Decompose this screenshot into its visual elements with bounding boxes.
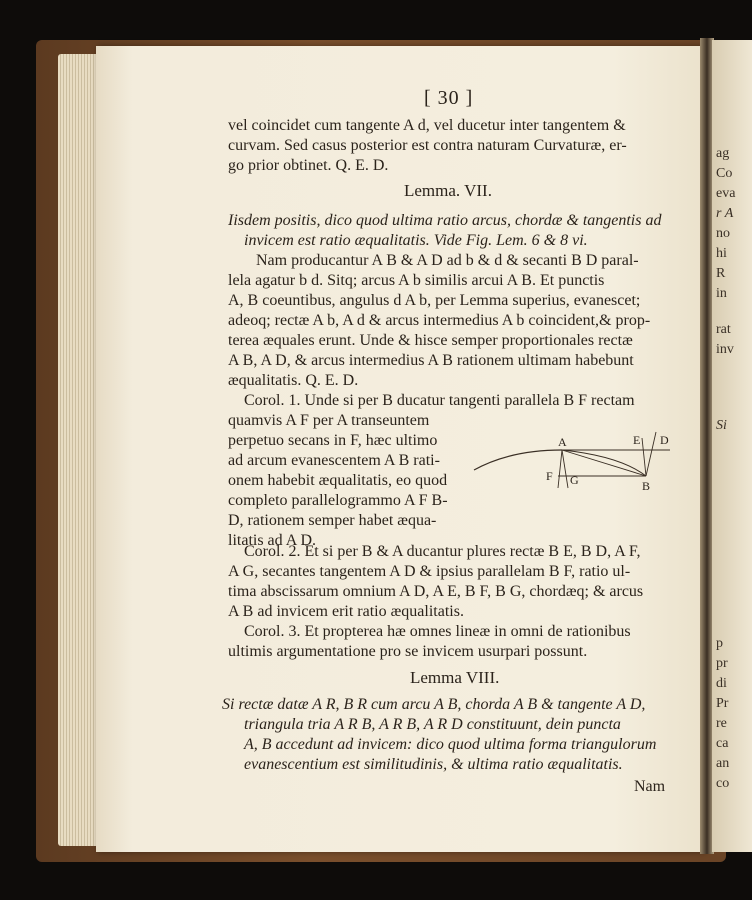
figure-label-f: F xyxy=(546,469,553,483)
corollary-1-line: quamvis A F per A transeuntem xyxy=(228,412,430,429)
page-number: [ 30 ] xyxy=(424,87,474,109)
right-fragment: di xyxy=(716,676,727,691)
right-fragment: Si xyxy=(716,418,727,433)
right-fragment: p xyxy=(716,636,723,651)
text-line: vel coincidet cum tangente A d, vel ducetur inter tangentem & xyxy=(228,117,626,134)
right-page-edge xyxy=(712,40,752,852)
right-fragment: r A xyxy=(716,206,734,221)
figure-label-b: B xyxy=(642,479,651,493)
right-fragment: eva xyxy=(716,186,736,201)
right-fragment: ag xyxy=(716,146,730,161)
right-fragment: inv xyxy=(716,342,734,357)
figure-label-a: A xyxy=(558,435,567,449)
right-fragment: re xyxy=(716,716,727,731)
right-fragment: rat xyxy=(716,322,731,337)
corollary-1-line: ad arcum evanescentem A B rati- xyxy=(228,452,440,469)
text-line: go prior obtinet. Q. E. D. xyxy=(228,157,389,174)
corollary-1-line: completo parallelogrammo A F B- xyxy=(228,492,448,509)
lemma-7-statement: invicem est ratio æqualitatis. Vide Fig. Lem. 6 & 8 vi. xyxy=(244,232,588,249)
corollary-1-line: D, rationem semper habet æqua- xyxy=(228,512,437,529)
lemma-7-title: Lemma. VII. xyxy=(404,181,492,200)
right-fragment: co xyxy=(716,776,730,791)
corollary-3-line: Corol. 3. Et propterea hæ omnes lineæ in omni de rationibus xyxy=(244,623,631,640)
proof-line: adeoq; rectæ A b, A d & arcus intermedius A b coincident,& prop- xyxy=(228,312,651,329)
corollary-1-line: perpetuo secans in F, hæc ultimo xyxy=(228,432,438,449)
figure-label-d: D xyxy=(660,433,669,447)
right-fragment: in xyxy=(716,286,727,301)
figure-label-e: E xyxy=(633,433,641,447)
figure-label-g: G xyxy=(570,473,579,487)
corollary-2-line: tima abscissarum omnium A D, A E, B F, B G, chordæq; & arcus xyxy=(228,583,644,600)
corollary-1: Corol. 1. Unde si per B ducatur tangenti parallela B F rectam xyxy=(244,392,635,409)
corollary-2-line: A G, secantes tangentem A D & ipsius parallelam B F, ratio ul- xyxy=(228,563,631,580)
proof-line: æqualitatis. Q. E. D. xyxy=(228,372,359,389)
corollary-2-line: Corol. 2. Et si per B & A ducantur plures rectæ B E, B D, A F, xyxy=(244,543,641,560)
proof-line: Nam producantur A B & A D ad b & d & secanti B D paral- xyxy=(256,252,639,269)
right-fragment: Pr xyxy=(716,696,729,711)
right-fragment: Co xyxy=(716,166,733,181)
right-fragment: hi xyxy=(716,246,727,261)
corollary-1-line: litatis ad A D. xyxy=(228,532,316,549)
catchword: Nam xyxy=(634,778,666,795)
lemma-7-statement: Iisdem positis, dico quod ultima ratio arcus, chordæ & tangentis ad xyxy=(228,212,662,229)
right-fragment: ca xyxy=(716,736,729,751)
right-fragment: R xyxy=(716,266,726,281)
proof-line: lela agatur b d. Sitq; arcus A b similis arcui A B. Et punctis xyxy=(228,272,605,289)
right-fragment: no xyxy=(716,226,730,241)
lemma-8-statement: triangula tria A R B, A R B, A R D constituunt, dein puncta xyxy=(244,716,621,733)
lemma-8-statement: evanescentium est similitudinis, & ultima ratio æqualitatis. xyxy=(244,756,623,773)
right-fragment: pr xyxy=(716,656,728,671)
lemma-8-title: Lemma VIII. xyxy=(410,668,500,687)
corollary-1-line: onem habebit æqualitatis, eo quod xyxy=(228,472,448,489)
proof-line: A, B coeuntibus, angulus d A b, per Lemma superius, evanescet; xyxy=(228,292,641,309)
corollary-3-line: ultimis argumentatione pro se invicem usurpari possunt. xyxy=(228,643,588,660)
geometry-figure xyxy=(470,428,680,498)
proof-line: A B, A D, & arcus intermedius A B rationem ultimam habebunt xyxy=(228,352,634,369)
lemma-8-statement: Si rectæ datæ A R, B R cum arcu A B, chorda A B & tangente A D, xyxy=(222,696,646,713)
right-fragment: an xyxy=(716,756,730,771)
text-line: curvam. Sed casus posterior est contra naturam Curvaturæ, er- xyxy=(228,137,627,154)
proof-line: terea æquales erunt. Unde & hisce semper proportionales rectæ xyxy=(228,332,633,349)
lemma-8-statement: A, B accedunt ad invicem: dico quod ultima forma triangulorum xyxy=(244,736,657,753)
corollary-2-line: A B ad invicem erit ratio æqualitatis. xyxy=(228,603,464,620)
